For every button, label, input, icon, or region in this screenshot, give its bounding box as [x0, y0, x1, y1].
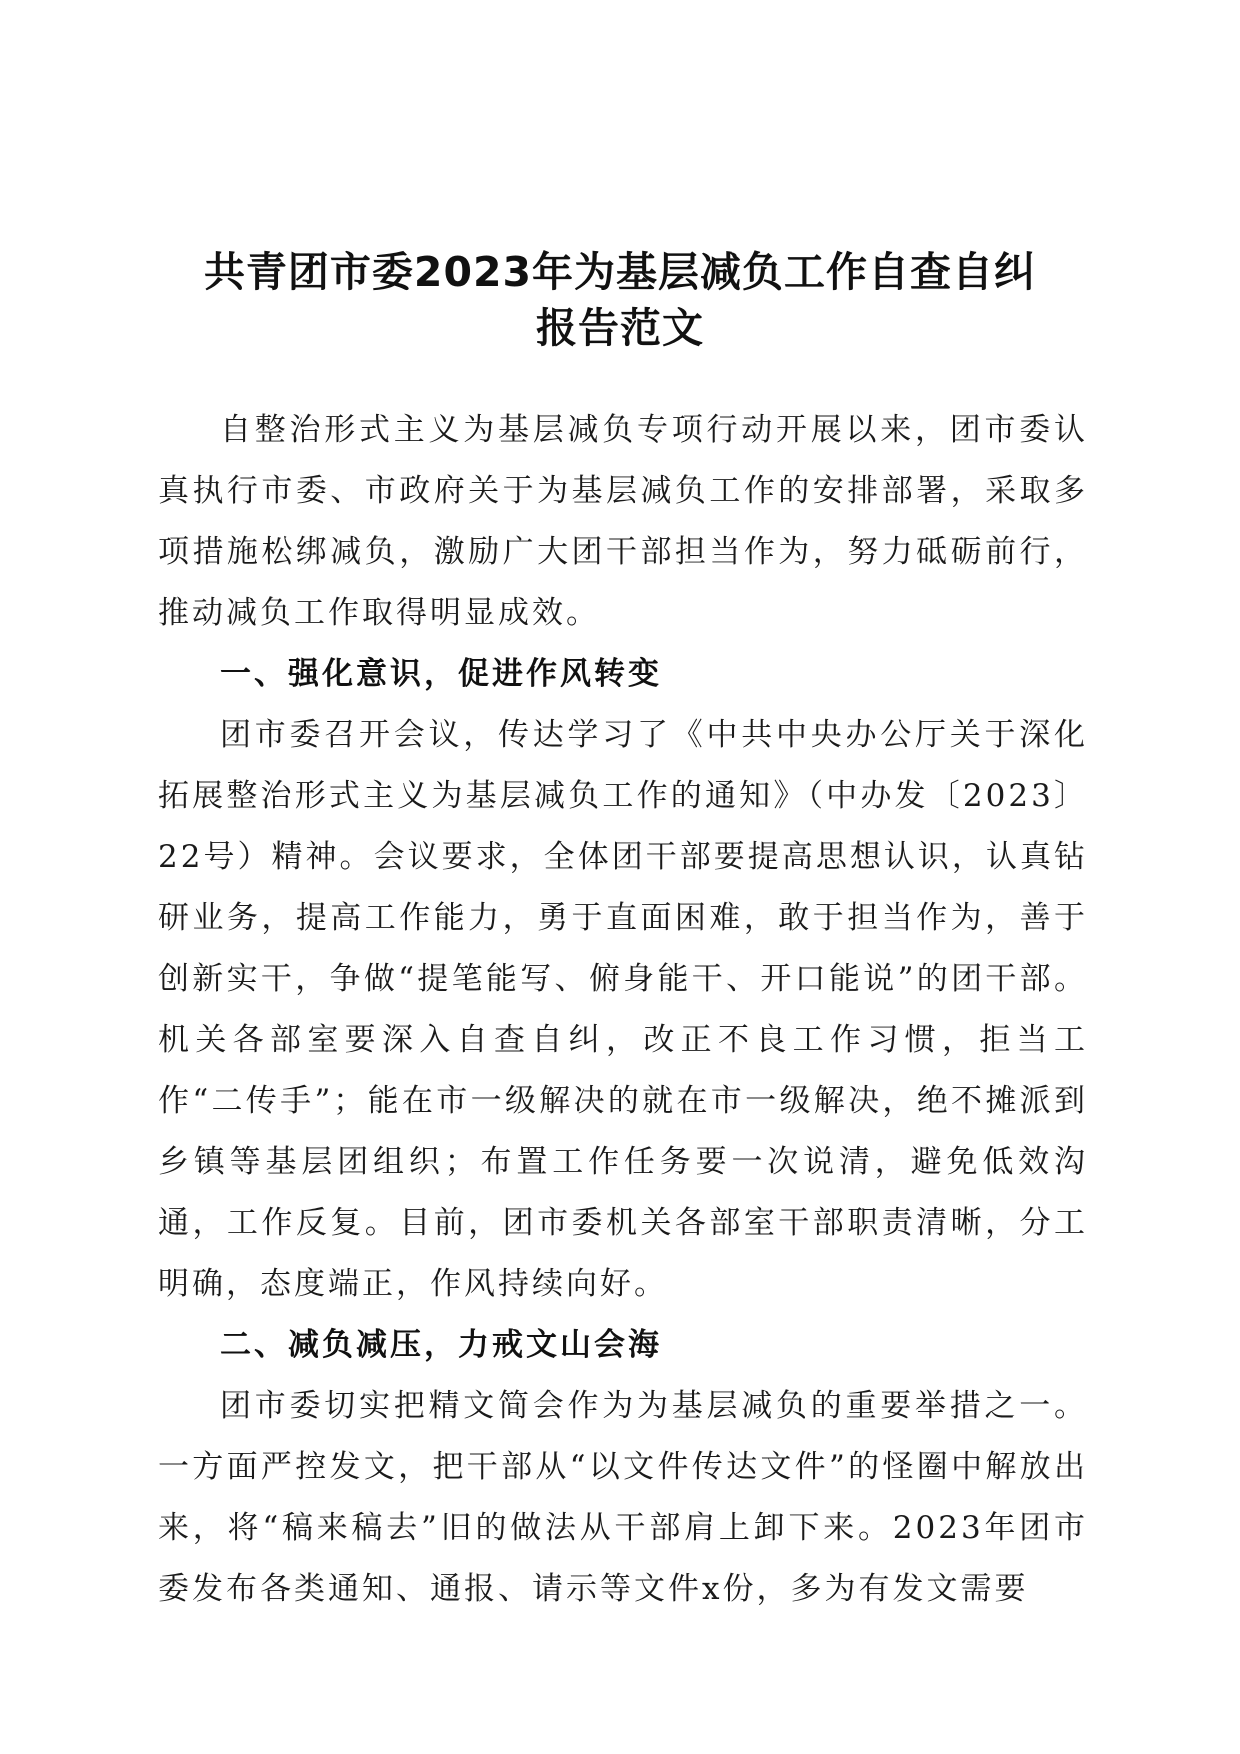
document-body	[158, 400, 1088, 1620]
section-heading-1: 一、强化意识，促进作风转变	[220, 656, 662, 692]
section-paragraph-1: 团市委召开会议，传达学习了《中共中央办公厅关于深化拓展整治形式主义为基层减负工作的通知》（中办发〔2023〕22号）精神。会议要求，全体团干部要提高思想认识，认真钻研业务，提高工作能力，勇于直面困难，敢于担当作为，善于创新实干，争做“提笔能写、俯身能干、开口能说”的团干部。机关各部室要深入自查自纠，改正不良工作习惯，拒当工作“二传手”；能在市一级解决的就在市一级解决，绝不摊派到乡镇等基层团组织；布置工作任务要一次说清，避免低效沟通，工作反复。目前，团市委机关各部室干部职责清晰，分工明确，态度端正，作风持续向好。	[158, 717, 1088, 1302]
section-paragraph-2: 团市委切实把精文简会作为为基层减负的重要举措之一。一方面严控发文，把干部从“以文件传达文件”的怪圈中解放出来，将“稿来稿去”旧的做法从干部肩上卸下来。2023年团市委发布各类通知、通报、请示等文件x份，多为有发文需要	[158, 1388, 1088, 1607]
section-heading-2: 二、减负减压，力戒文山会海	[220, 1327, 662, 1363]
document-title	[150, 244, 1090, 356]
title-line-2: 报告范文	[536, 304, 704, 352]
title-line-1: 共青团市委2023年为基层减负工作自查自纠	[203, 248, 1037, 296]
intro-paragraph: 自整治形式主义为基层减负专项行动开展以来，团市委认真执行市委、市政府关于为基层减负工作的安排部署，采取多项措施松绑减负，激励广大团干部担当作为，努力砥砺前行，推动减负工作取得明显成效。	[158, 412, 1088, 631]
